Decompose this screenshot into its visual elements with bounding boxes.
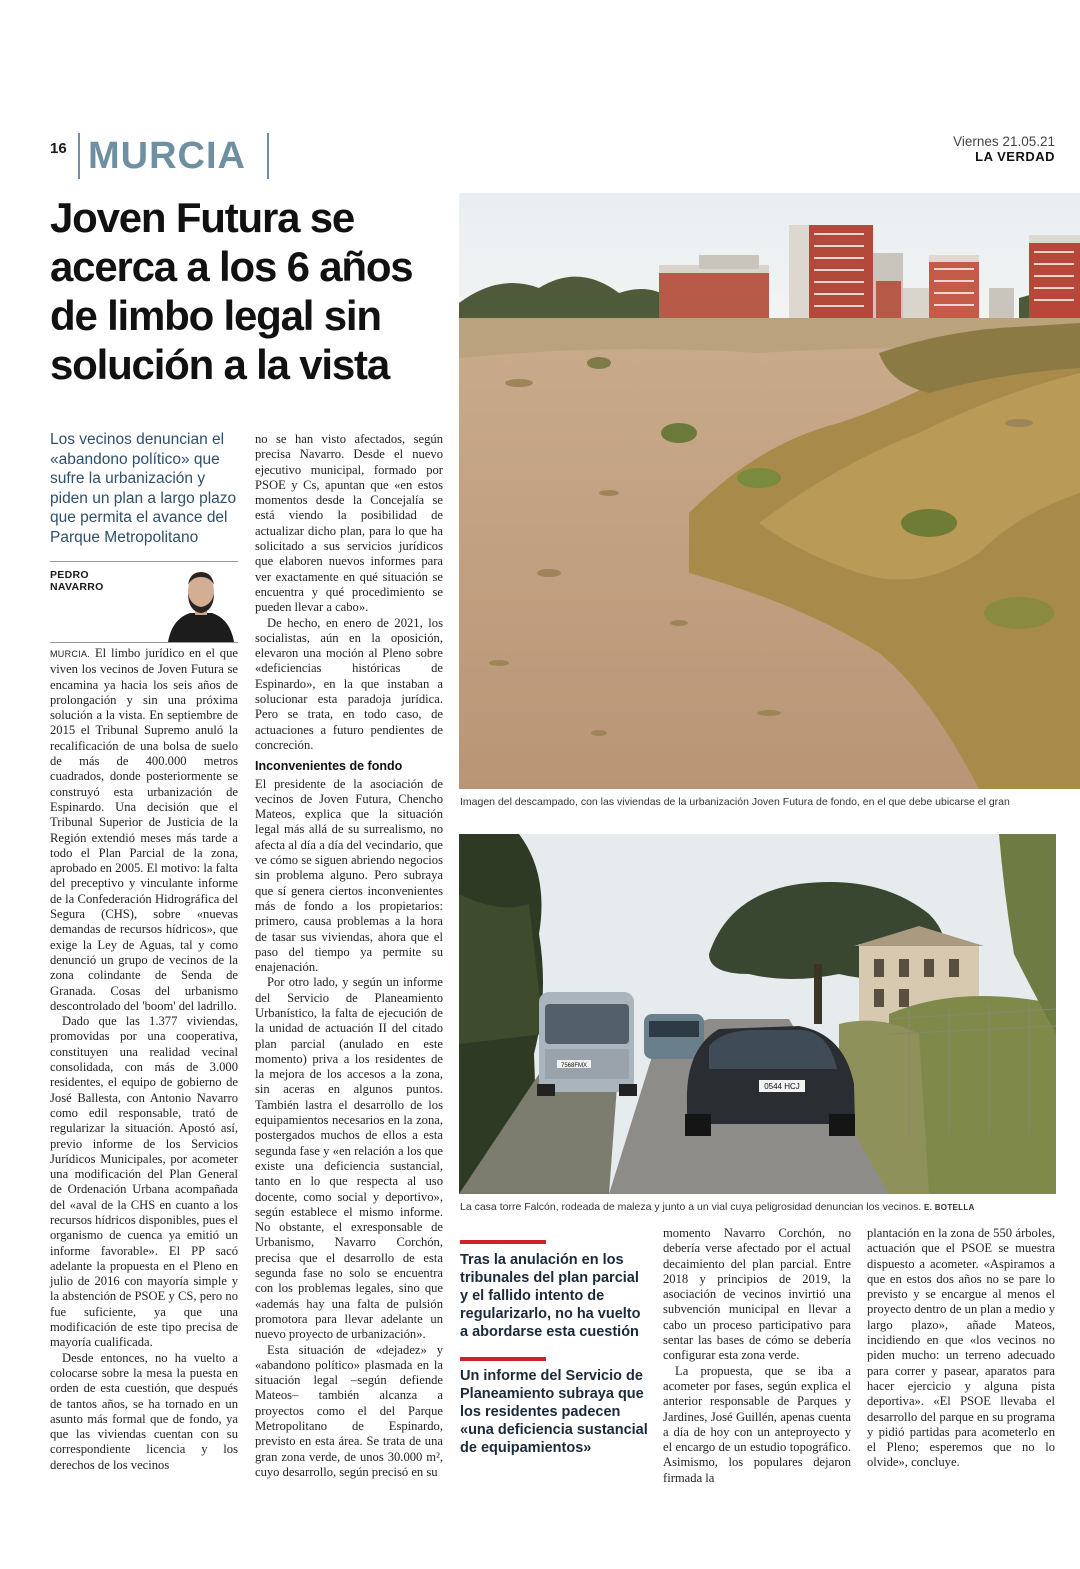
- paragraph-text: El limbo jurídico en el que viven los vecinos de Joven Futura se encamina ya hacia los seis años de prolongación y sin una próxima solución a la vista. En septiembre de 2015 el Tribunal Supremo anuló la recalificación de una bolsa de suelo de más de 400.000 metros cuadrados, donde posteriormente se construyó esta urbanización de Espinardo. Una decisión que el Tribunal Superior de Justicia de la Región extendió meses más tarde a todo el Plan Parcial de la zona, aprobado en 2005. El motivo: la falta del preceptivo y vinculante informe de la Confederación Hidrográfica del Segura (CHS), sobre «nuevas demandas de recursos hídricos», que exige la Ley de Aguas, tal y como denunció un grupo de vecinos de la zona colindante de Senda de Granada. Cosas del urbanismo descontrolado del 'boom' del ladrillo.: [50, 646, 238, 1013]
- paragraph: De hecho, en enero de 2021, los socialistas, aún en la oposición, elevaron una moción al Pleno sobre «deficiencias históricas de Espinardo», en la que instaban a solucionar esta paradoja jurídica. Pero se trata, en todo caso, de actuaciones a futuro pendientes de concreción.: [255, 615, 443, 752]
- headline-line: de limbo legal sin: [50, 292, 381, 339]
- author-name: [50, 569, 104, 593]
- headline-line: acerca a los 6 años: [50, 243, 413, 290]
- section-divider-right: [267, 133, 269, 179]
- paragraph: Por otro lado, y según un informe del Servicio de Planeamiento Urbanístico, la falta de ejecución de la unidad de actuación II del citado plan parcial (anulado en este momento) priva a los residentes de la mejora de los accesos a la zona, sin aceras en algunos puntos. También lastra el desarrollo de los equipamientos necesarios en la zona, postergados muchos de ellos a esta segunda fase y «en relación a los que existe una deficiencia sustancial, tanto en lo que respecta al uso docente, como social y deportivo», según establece el mismo informe. No obstante, el exresponsable de Urbanismo, Navarro Corchón, precisa que el desarrollo de esta segunda fase no solo se encuentra con los problemas legales, sino que «además hay una falta de pulsión promotora para llevar adelante un nuevo proyecto de urbanización».: [255, 975, 443, 1342]
- paragraph: La propuesta, que se iba a acometer por fases, según explica el anterior responsable de Parques y Jardines, José Guillén, apenas cuenta a día de hoy con un anteproyecto y el encargo de un estudio topográfico. Asimismo, los populares dejaron firmada la: [663, 1363, 851, 1485]
- headline-line: Joven Futura se: [50, 194, 355, 241]
- pullquote: Un informe del Servicio de Planeamiento subraya que los residentes padecen «una deficiencia sustancial de equipamientos»: [460, 1368, 648, 1456]
- car-plate-text: 0544 HCJ: [764, 1082, 800, 1091]
- section-title: MURCIA: [88, 135, 246, 177]
- author-portrait: [164, 563, 238, 642]
- article-column-3: [663, 1226, 851, 1486]
- photo-credit: E. BOTELLA: [924, 1203, 975, 1212]
- paragraph: El presidente de la asociación de vecinos de Joven Futura, Chencho Mateos, explica que la situación legal más allá de su surrealismo, no afecta al día a día del vecindario, que ve cómo se siguen abriendo negocios sin problema alguno. Pero subraya que sí genera ciertos inconvenientes más de fondo a los propietarios: primero, causa problemas a la hora de tasar sus viviendas, ahora que el paso del tiempo ya permite su enajenación.: [255, 776, 443, 975]
- photo-road-torre-falcon: [459, 834, 1056, 1194]
- byline-divider-bottom: [50, 642, 238, 643]
- article-column-2: [255, 432, 443, 1480]
- author-first-name: PEDRO: [50, 569, 89, 581]
- caption-text: La casa torre Falcón, rodeada de maleza y junto a un vial cuya peligrosidad denuncian los vecinos.: [460, 1201, 922, 1213]
- photo-caption: [460, 1201, 1060, 1213]
- article-column-4: [867, 1226, 1055, 1471]
- author-last-name: NAVARRO: [50, 581, 104, 593]
- headline-line: solución a la vista: [50, 341, 389, 388]
- paragraph: Desde entonces, no ha vuelto a colocarse sobre la mesa la puesta en orden de esta cuestión, que después de tantos años, se ha tornado en un asunto más formal que de fondo, ya que las viviendas cuentan con su correspondiente licencia y los derechos de los vecinos: [50, 1350, 238, 1472]
- paragraph: no se han visto afectados, según precisa Navarro. Desde el nuevo ejecutivo municipal, formado por PSOE y Cs, apuntan que «en estos momentos desde la Concejalía se está viendo la posibilidad de actualizar dicho plan, para lo que ha solicitado a sus servicios jurídicos que elaboren nuevos informes para ver exactamente en qué situación se encuentra y qué procedimiento se pueden llevar a cabo».: [255, 432, 443, 615]
- photo-vacant-lot: [459, 193, 1080, 789]
- subheadline: Los vecinos denuncian el «abandono político» que sufre la urbanización y piden un plan a largo plazo que permita el avance del Parque Metropolitano: [50, 431, 237, 546]
- pullquote: Tras la anulación en los tribunales del plan parcial y el fallido intento de regularizarlo, no ha vuelto a abordarse esta cuestión: [460, 1252, 641, 1340]
- dateline-city: MURCIA.: [50, 649, 91, 659]
- paragraph: [50, 646, 238, 1014]
- section-divider-left: [78, 133, 80, 179]
- pullquote-accent-rule: [460, 1357, 546, 1361]
- paragraph: Dado que las 1.377 viviendas, promovidas por una cooperativa, constituyen una realidad vecinal consolidada, con más de 3.000 residentes, el equipo de gobierno de José Ballesta, con Antonio Navarro como edil responsable, trató de regularizar la situación. Apostó así, previo informe de los Servicios Jurídicos Municipales, por acometer una modificación del Plan General de Ordenación Urbana acompañada del «aval de la CHS en cuanto a los recursos hídricos disponibles, pues el organismo de cuenca ya emitió un informe favorable». El PP sacó adelante la propuesta en el Pleno en julio de 2016 con mayoría simple y la abstención de PSOE y CS, pero no fue suficiente, ya que una modificación de este tipo precisa de mayoría cualificada.: [50, 1014, 238, 1350]
- paragraph: Esta situación de «dejadez» y «abandono político» plasmada en la situación legal –según defiende Mateos– también alcanza a proyectos como el del Parque Metropolitano de Espinardo, previsto en esta área. Se trata de una gran zona verde, de unos 30.000 m², cuyo desarrollo, según precisó en su: [255, 1342, 443, 1479]
- van-plate-text: 7568FMX: [560, 1063, 588, 1069]
- article-column-1: [50, 646, 238, 1473]
- paragraph: momento Navarro Corchón, no debería verse afectado por el actual decaimiento del plan parcial. Entre 2018 y principios de 2019, la asociación de vecinos invirtió una subvención municipal en llevar a cabo un proceso participativo para sentar las bases de cómo se debería configurar esta zona verde.: [663, 1226, 851, 1363]
- publication-name: LA VERDAD: [975, 149, 1055, 164]
- photo-caption: Imagen del descampado, con las viviendas de la urbanización Joven Futura de fondo, en el que debe ubicarse el gran: [460, 796, 1010, 808]
- page-number: 16: [50, 140, 67, 157]
- headline: [50, 193, 450, 389]
- section-heading: Inconvenientes de fondo: [255, 759, 403, 774]
- paragraph: plantación en la zona de 550 árboles, actuación que el PSOE se muestra dispuesto a acometer. «Aspiramos a que en estos dos años no se pare lo previsto y se encargue al menos el proyecto dentro de un plan a medio y largo plazo», añade Mateos, incidiendo en que «los vecinos no piden mucho: un terreno adecuado para correr y pasear, aparatos para hacer ejercicio y alguna pista deportiva». «El PSOE llevaba el desarrollo del parque en su programa y pidió partidas para acometerlo en el Pleno; esperemos que no lo olvide», concluye.: [867, 1226, 1055, 1470]
- byline-divider: [50, 561, 238, 562]
- issue-date: Viernes 21.05.21: [953, 134, 1055, 149]
- date-block: [953, 134, 1055, 164]
- pullquote-accent-rule: [460, 1240, 546, 1244]
